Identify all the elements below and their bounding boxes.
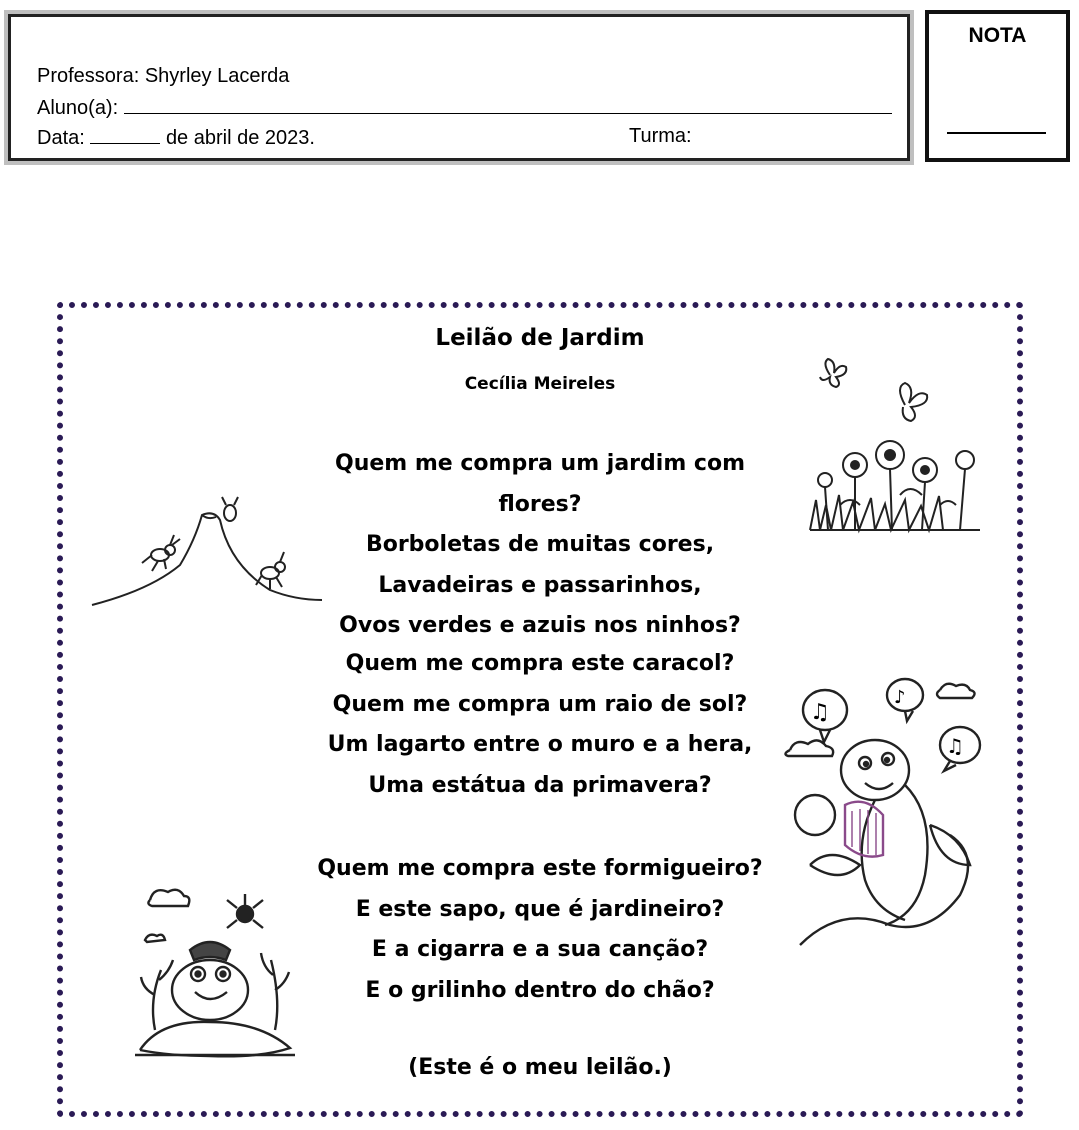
lizard-singing-illustration: [780, 675, 990, 965]
verse: E este sapo, que é jardineiro?: [355, 896, 725, 922]
verse: Um lagarto entre o muro e a hera,: [327, 732, 753, 757]
svg-text:♪: ♪: [894, 687, 906, 708]
verse: E o grilinho dentro do chão?: [365, 977, 715, 1003]
poem-closing: (Este é o meu leilão.): [408, 1055, 672, 1080]
poem-author: Cecília Meireles: [464, 374, 616, 394]
date-suffix: de abril de 2023.: [165, 127, 315, 149]
verse: Lavadeiras e passarinhos,: [378, 572, 702, 598]
svg-text:♫: ♫: [810, 700, 830, 725]
header-box: [4, 10, 914, 165]
poem-title: Leilão de Jardim: [435, 325, 645, 351]
verse: E a cigarra e a sua canção?: [371, 937, 709, 962]
verse: Quem me compra um raio de sol?: [332, 691, 748, 717]
verse: Borboletas de muitas cores,: [365, 532, 715, 557]
header-inner: [8, 14, 910, 161]
verse: Ovos verdes e azuis nos ninhos?: [339, 613, 741, 638]
anthill-ants-illustration: [90, 495, 330, 615]
grade-blank[interactable]: [947, 132, 1046, 134]
student-line: [37, 95, 892, 120]
stanza-1: [300, 444, 780, 647]
verse: Quem me compra este caracol?: [345, 651, 735, 676]
flowers-butterflies-illustration: [800, 355, 990, 545]
stanza-3: [300, 849, 780, 1011]
svg-text:♫: ♫: [946, 734, 964, 758]
verse: Uma estátua da primavera?: [368, 772, 712, 798]
verse: Quem me compra este formigueiro?: [317, 856, 763, 881]
frog-gardener-illustration: [135, 880, 295, 1060]
date-line: [37, 125, 315, 150]
verse: Quem me compra um jardim com flores?: [335, 451, 745, 517]
student-name-blank[interactable]: [124, 95, 892, 114]
class-label: Turma:: [629, 125, 692, 147]
student-label: Aluno(a):: [37, 97, 119, 119]
grade-box: [925, 10, 1070, 162]
date-day-blank[interactable]: [90, 125, 160, 144]
stanza-2: [300, 644, 780, 806]
grade-label: NOTA: [968, 24, 1027, 47]
date-label: Data:: [37, 127, 85, 149]
teacher-line: Professora: Shyrley Lacerda: [37, 65, 290, 87]
